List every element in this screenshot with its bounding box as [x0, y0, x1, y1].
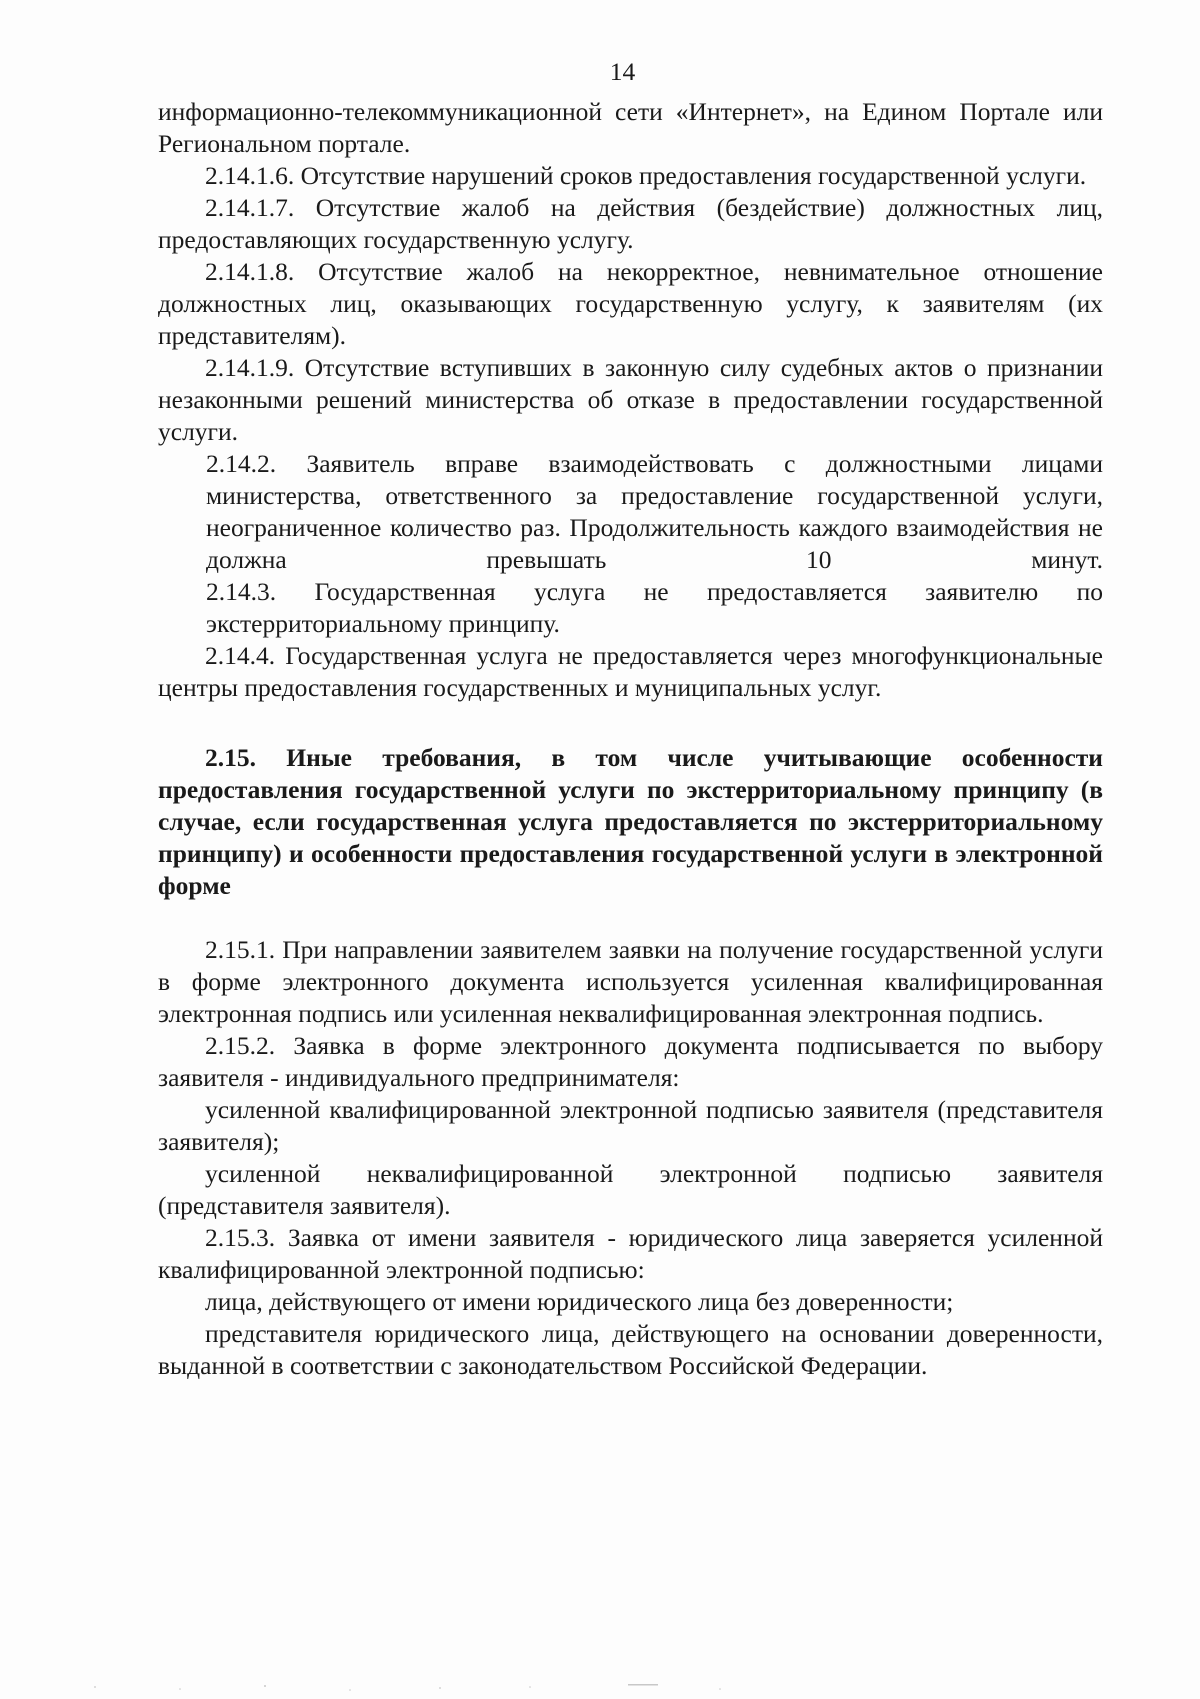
- list-item-unqualified-signature: усиленной неквалифицированной электронной подписью заявителя (представителя заявителя).: [158, 1159, 1103, 1220]
- paragraph-2-14-1-6: 2.14.1.6. Отсутствие нарушений сроков предоставления государственной услуги.: [205, 161, 1087, 190]
- document-body: [158, 96, 1103, 1382]
- section-heading-2-15: 2.15. Иные требования, в том числе учитывающие особенности предоставления государственной услуги по экстерриториальному принципу (в случае, если государственная услуга предоставляется по экстерриториальному принципу) и особенности предоставления государственной услуги в электронной форме: [158, 743, 1103, 900]
- list-item-representative-with-proxy: представителя юридического лица, действующего на основании доверенности, выданной в соответствии с законодательством Российской Федерации.: [158, 1319, 1103, 1380]
- paragraph-2-14-4: 2.14.4. Государственная услуга не предоставляется через многофункциональные центры предоставления государственных и муниципальных услуг.: [158, 641, 1103, 702]
- paragraph-2-14-1-9: 2.14.1.9. Отсутствие вступивших в законную силу судебных актов о признании незаконными решений министерства об отказе в предоставлении государственной услуги.: [158, 353, 1103, 446]
- paragraph-2-14-1-8: 2.14.1.8. Отсутствие жалоб на некорректное, невнимательное отношение должностных лиц, оказывающих государственную услугу, к заявителям (их представителям).: [158, 257, 1103, 350]
- paragraph-2-15-2: 2.15.2. Заявка в форме электронного документа подписывается по выбору заявителя - индивидуального предпринимателя:: [158, 1031, 1103, 1092]
- page-number: 14: [609, 57, 636, 86]
- section-spacer: [158, 902, 1103, 934]
- paragraph-2-14-3: 2.14.3. Государственная услуга не предоставляется заявителю по экстерриториальному принципу.: [206, 577, 1103, 638]
- list-item-person-without-proxy: лица, действующего от имени юридического лица без доверенности;: [205, 1287, 954, 1316]
- paragraph-2-15-1: 2.15.1. При направлении заявителем заявки на получение государственной услуги в форме электронного документа используется усиленная квалифицированная электронная подпись или усиленная неквалифицированная электронная подпись.: [158, 935, 1103, 1028]
- section-spacer: [158, 704, 1103, 742]
- paragraph-2-14-2: 2.14.2. Заявитель вправе взаимодействовать с должностными лицами министерства, ответственного за предоставление государственной услуги, неограниченное количество раз. Продолжительность каждого взаимодействия не должна превышать 10 минут.: [206, 449, 1103, 574]
- paragraph-2-15-3: 2.15.3. Заявка от имени заявителя - юридического лица заверяется усиленной квалифицированной электронной подписью:: [158, 1223, 1103, 1284]
- scan-noise-decoration: [0, 1669, 1200, 1699]
- list-item-qualified-signature: усиленной квалифицированной электронной подписью заявителя (представителя заявителя);: [158, 1095, 1103, 1156]
- paragraph-2-14-1-7: 2.14.1.7. Отсутствие жалоб на действия (бездействие) должностных лиц, предоставляющих государственную услугу.: [158, 193, 1103, 254]
- paragraph-continuation: информационно-телекоммуникационной сети «Интернет», на Едином Портале или Региональном портале.: [158, 97, 1103, 158]
